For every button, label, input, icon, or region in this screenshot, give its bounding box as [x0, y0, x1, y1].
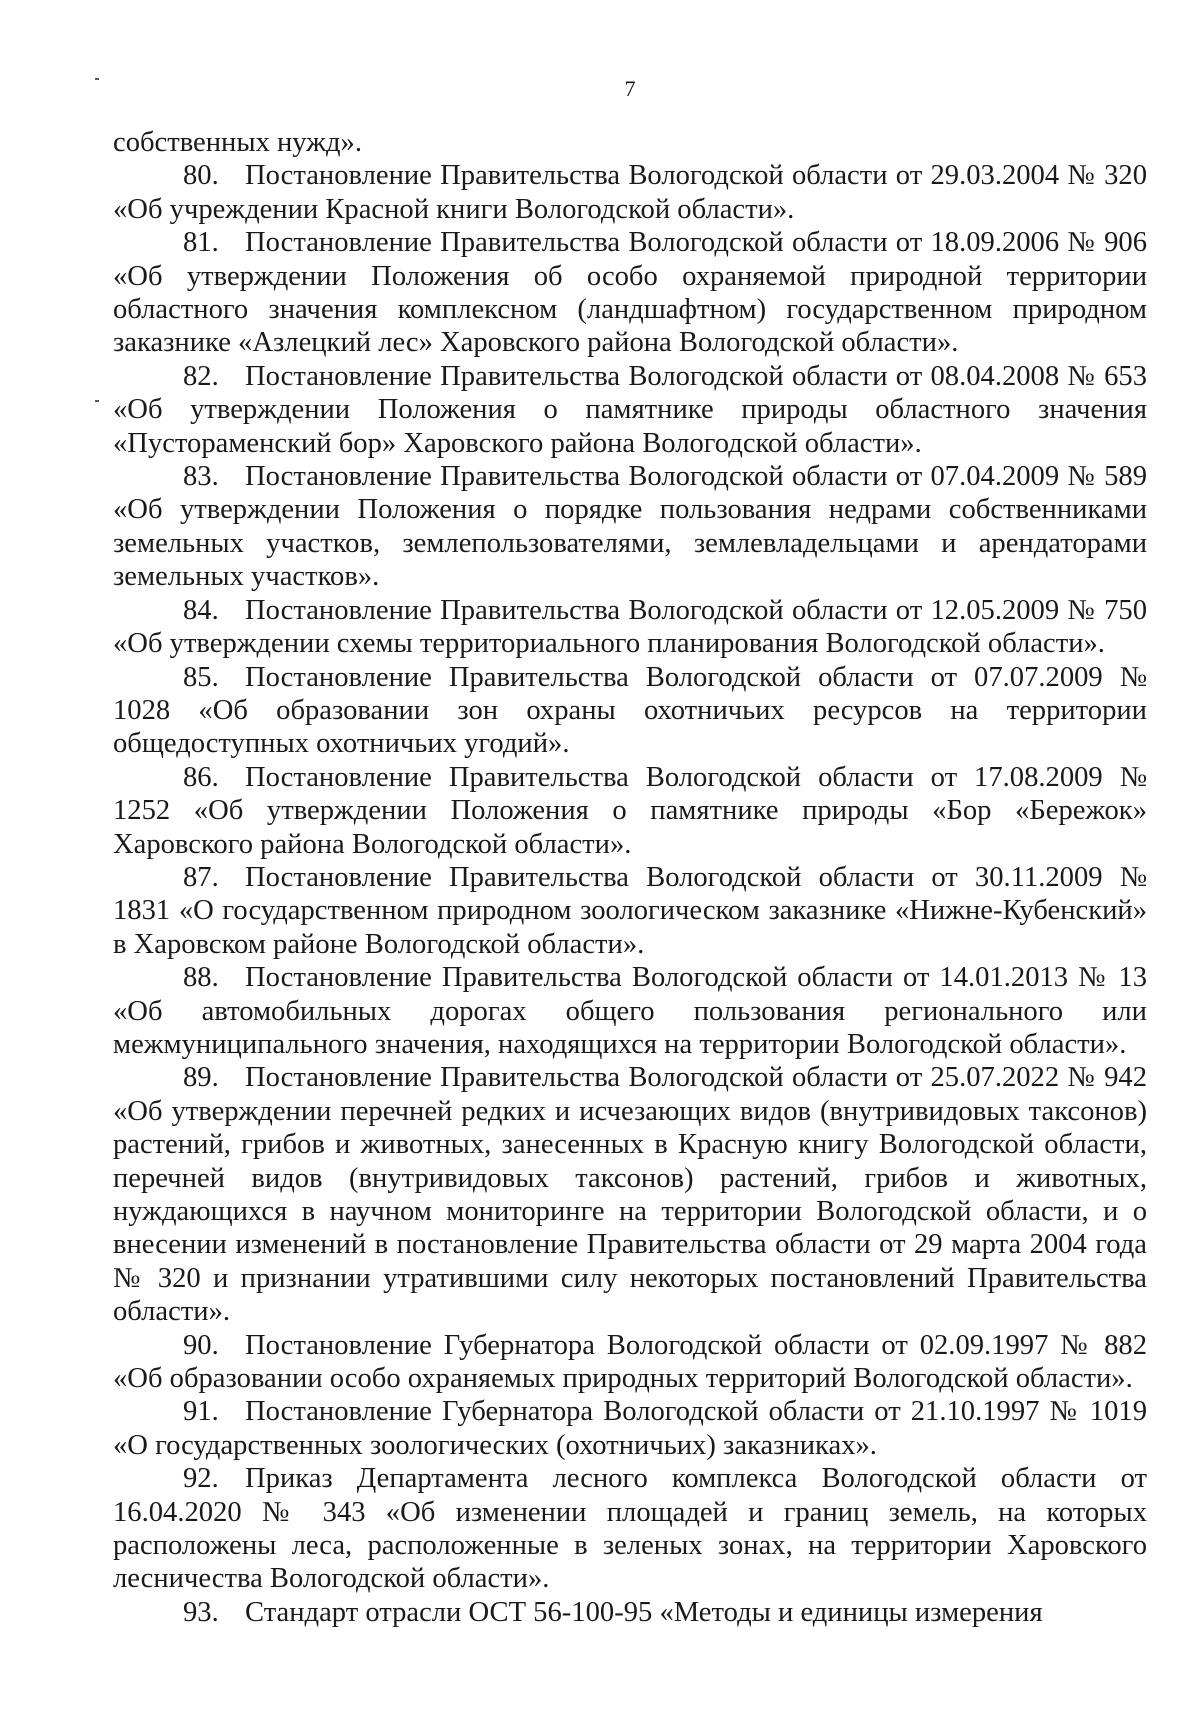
item-number: 81. [183, 227, 219, 259]
item-text: Постановление Правительства Вологодской области от 30.11.2009 № 1831 «О государственном природном зоологическом заказнике «Нижне-Кубенский» в Харовском районе Вологодской области». [113, 861, 1147, 960]
item-number: 91. [183, 1396, 219, 1428]
list-item-84 [113, 594, 1147, 661]
item-text: Постановление Правительства Вологодской области от 07.04.2009 № 589 «Об утверждении Положения о порядке пользования недрами собственниками земельных участков, землепользователями, землевладельцами и арендаторами земельных участков». [113, 461, 1147, 593]
item-number: 88. [183, 962, 219, 994]
list-item-82 [113, 360, 1147, 460]
item-text: Постановление Правительства Вологодской области от 29.03.2004 № 320 «Об учреждении Красной книги Вологодской области». [113, 160, 1147, 225]
list-item-81 [113, 226, 1147, 360]
item-text: Постановление Правительства Вологодской области от 07.07.2009 № 1028 «Об образовании зон охраны охотничьих ресурсов на территории общедоступных охотничьих угодий». [113, 661, 1147, 760]
item-text: Приказ Департамента лесного комплекса Вологодской области от 16.04.2020 № 343 «Об изменении площадей и границ земель, на которых расположены леса, расположенные в зеленых зонах, на территории Харовского лесничества Вологодской области». [113, 1463, 1147, 1595]
item-text: Постановление Правительства Вологодской области от 18.09.2006 № 906 «Об утверждении Положения об особо охраняемой природной территории областного значения комплексном (ландшафтном) государственном природном заказнике «Азлецкий лес» Харовского района Вологодской области». [113, 227, 1147, 359]
item-number: 89. [183, 1062, 219, 1094]
item-number: 92. [183, 1463, 219, 1495]
item-text: Постановление Правительства Вологодской области от 12.05.2009 № 750 «Об утверждении схемы территориального планирования Вологодской области». [113, 594, 1147, 660]
scan-mark [95, 78, 99, 80]
item-text: Постановление Правительства Вологодской области от 17.08.2009 № 1252 «Об утверждении Положения о памятнике природы «Бор «Бережок» Харовского района Вологодской области». [113, 761, 1147, 860]
document-body [113, 126, 1147, 1629]
item-number: 93. [183, 1596, 219, 1628]
list-item-90 [113, 1329, 1147, 1396]
item-text: Стандарт отрасли ОСТ 56-100-95 «Методы и единицы измерения [245, 1596, 1043, 1628]
list-item-92 [113, 1462, 1147, 1596]
list-item-87 [113, 861, 1147, 961]
item-number: 86. [183, 761, 219, 793]
item-number: 80. [183, 160, 219, 192]
item-text: Постановление Правительства Вологодской области от 08.04.2008 № 653 «Об утверждении Положения о памятнике природы областного значения «Пустораменский бор» Харовского района Вологодской области». [113, 360, 1147, 459]
list-item-83 [113, 460, 1147, 594]
item-number: 85. [183, 661, 219, 693]
list-item-93 [113, 1596, 1147, 1629]
page-number: 7 [624, 76, 636, 101]
item-number: 83. [183, 461, 219, 493]
list-item-85 [113, 661, 1147, 761]
continuation-text: собственных нужд». [113, 127, 362, 158]
list-item-88 [113, 961, 1147, 1061]
list-item-91 [113, 1395, 1147, 1462]
scan-mark [95, 400, 99, 402]
item-text: Постановление Правительства Вологодской области от 14.01.2013 № 13 «Об автомобильных дорогах общего пользования регионального или межмуниципального значения, находящихся на территории Вологодской области». [113, 962, 1147, 1060]
item-number: 82. [183, 360, 219, 392]
item-number: 90. [183, 1329, 219, 1361]
list-item-89 [113, 1061, 1147, 1328]
item-number: 84. [183, 594, 219, 626]
list-item-86 [113, 761, 1147, 861]
item-text: Постановление Правительства Вологодской области от 25.07.2022 № 942 «Об утверждении перечней редких и исчезающих видов (внутривидовых таксонов) растений, грибов и животных, занесенных в Красную книгу Вологодской области, перечней видов (внутривидовых таксонов) растений, грибов и животных, нуждающихся в научном мониторинге на территории Вологодской области, и о внесении изменений в постановление Правительства области от 29 марта 2004 года № 320 и признании утратившими силу некоторых постановлений Правительства области». [113, 1062, 1147, 1328]
item-number: 87. [183, 861, 219, 893]
item-text: Постановление Губернатора Вологодской области от 02.09.1997 № 882 «Об образовании особо охраняемых природных территорий Вологодской области». [113, 1329, 1147, 1395]
item-text: Постановление Губернатора Вологодской области от 21.10.1997 № 1019 «О государственных зоологических (охотничьих) заказниках». [113, 1396, 1147, 1461]
list-item-80 [113, 159, 1147, 226]
